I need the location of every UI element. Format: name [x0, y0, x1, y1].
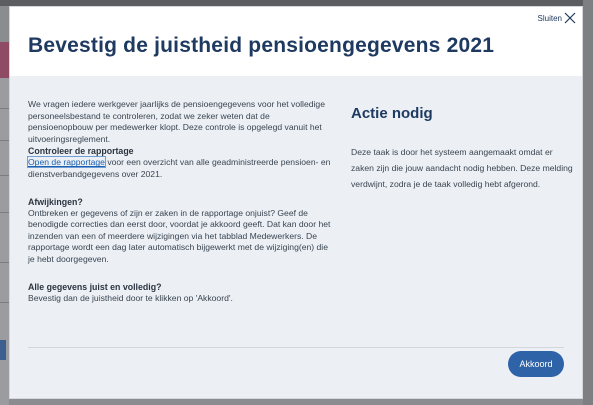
footer-divider [28, 347, 564, 348]
close-button[interactable] [538, 12, 576, 24]
background-sidebar-divider [0, 108, 9, 109]
accept-button[interactable]: Akkoord [508, 351, 564, 377]
background-sidebar-divider [0, 262, 9, 263]
modal-header [10, 7, 582, 76]
background-sidebar-divider [0, 212, 9, 213]
modal-title: Bevestig de juistheid pensioengegevens 2021 [28, 34, 495, 57]
section-all-correct [28, 281, 336, 305]
background-right-edge [583, 0, 593, 405]
background-blue-marker [0, 340, 6, 360]
section-text: Bevestig dan de juistheid door te klikken op 'Akkoord'. [28, 292, 233, 303]
section-body [28, 157, 336, 180]
section-check-report [28, 145, 336, 180]
section-title: Controleer de rapportage [28, 146, 134, 157]
close-icon [564, 12, 576, 24]
instructions-panel [28, 99, 336, 319]
open-report-link[interactable]: Open de rapportage [28, 157, 105, 168]
close-label: Sluiten [537, 13, 562, 23]
action-text: Deze taak is door het systeem aangemaakt omdat er zaken zijn die jouw aandacht nodig hebben. Deze melding verdwijnt, zodra je de taak volledig hebt afgerond. [351, 147, 573, 189]
background-brand-bar [0, 42, 9, 78]
section-title: Afwijkingen? [28, 196, 83, 207]
background-sidebar-divider [0, 175, 9, 176]
intro-text: We vragen iedere werkgever jaarlijks de pensioengegevens voor het volledige personeelsbestand te controleren, zodat we zeker weten dat de pensioenopbouw per medewerker klopt. Deze controle is opgelegd vanuit het uitvoeringsreglement. [28, 99, 325, 144]
action-panel [351, 105, 573, 192]
section-title: Alle gegevens juist en volledig? [28, 281, 162, 292]
task-modal [9, 6, 583, 399]
section-deviations [28, 196, 336, 266]
background-sidebar-divider [0, 302, 9, 303]
section-text: voor een overzicht van alle geadministreerde pensioen- en dienstverbandgegevens over 2021. [28, 157, 331, 179]
action-title: Actie nodig [351, 105, 433, 122]
background-sidebar-divider [0, 140, 9, 141]
section-text: Ontbreken er gegevens of zijn er zaken in de rapportage onjuist? Geef de benodigde correcties dan eerst door, voordat je akkoord geeft. Dat kan door het inzenden van een of meerdere wijzigingen via het tabblad Medewerkers. De rapportage wordt een dag later automatisch bijgewerkt met de wijziging(en) die je hebt doorgegeven. [28, 207, 331, 264]
